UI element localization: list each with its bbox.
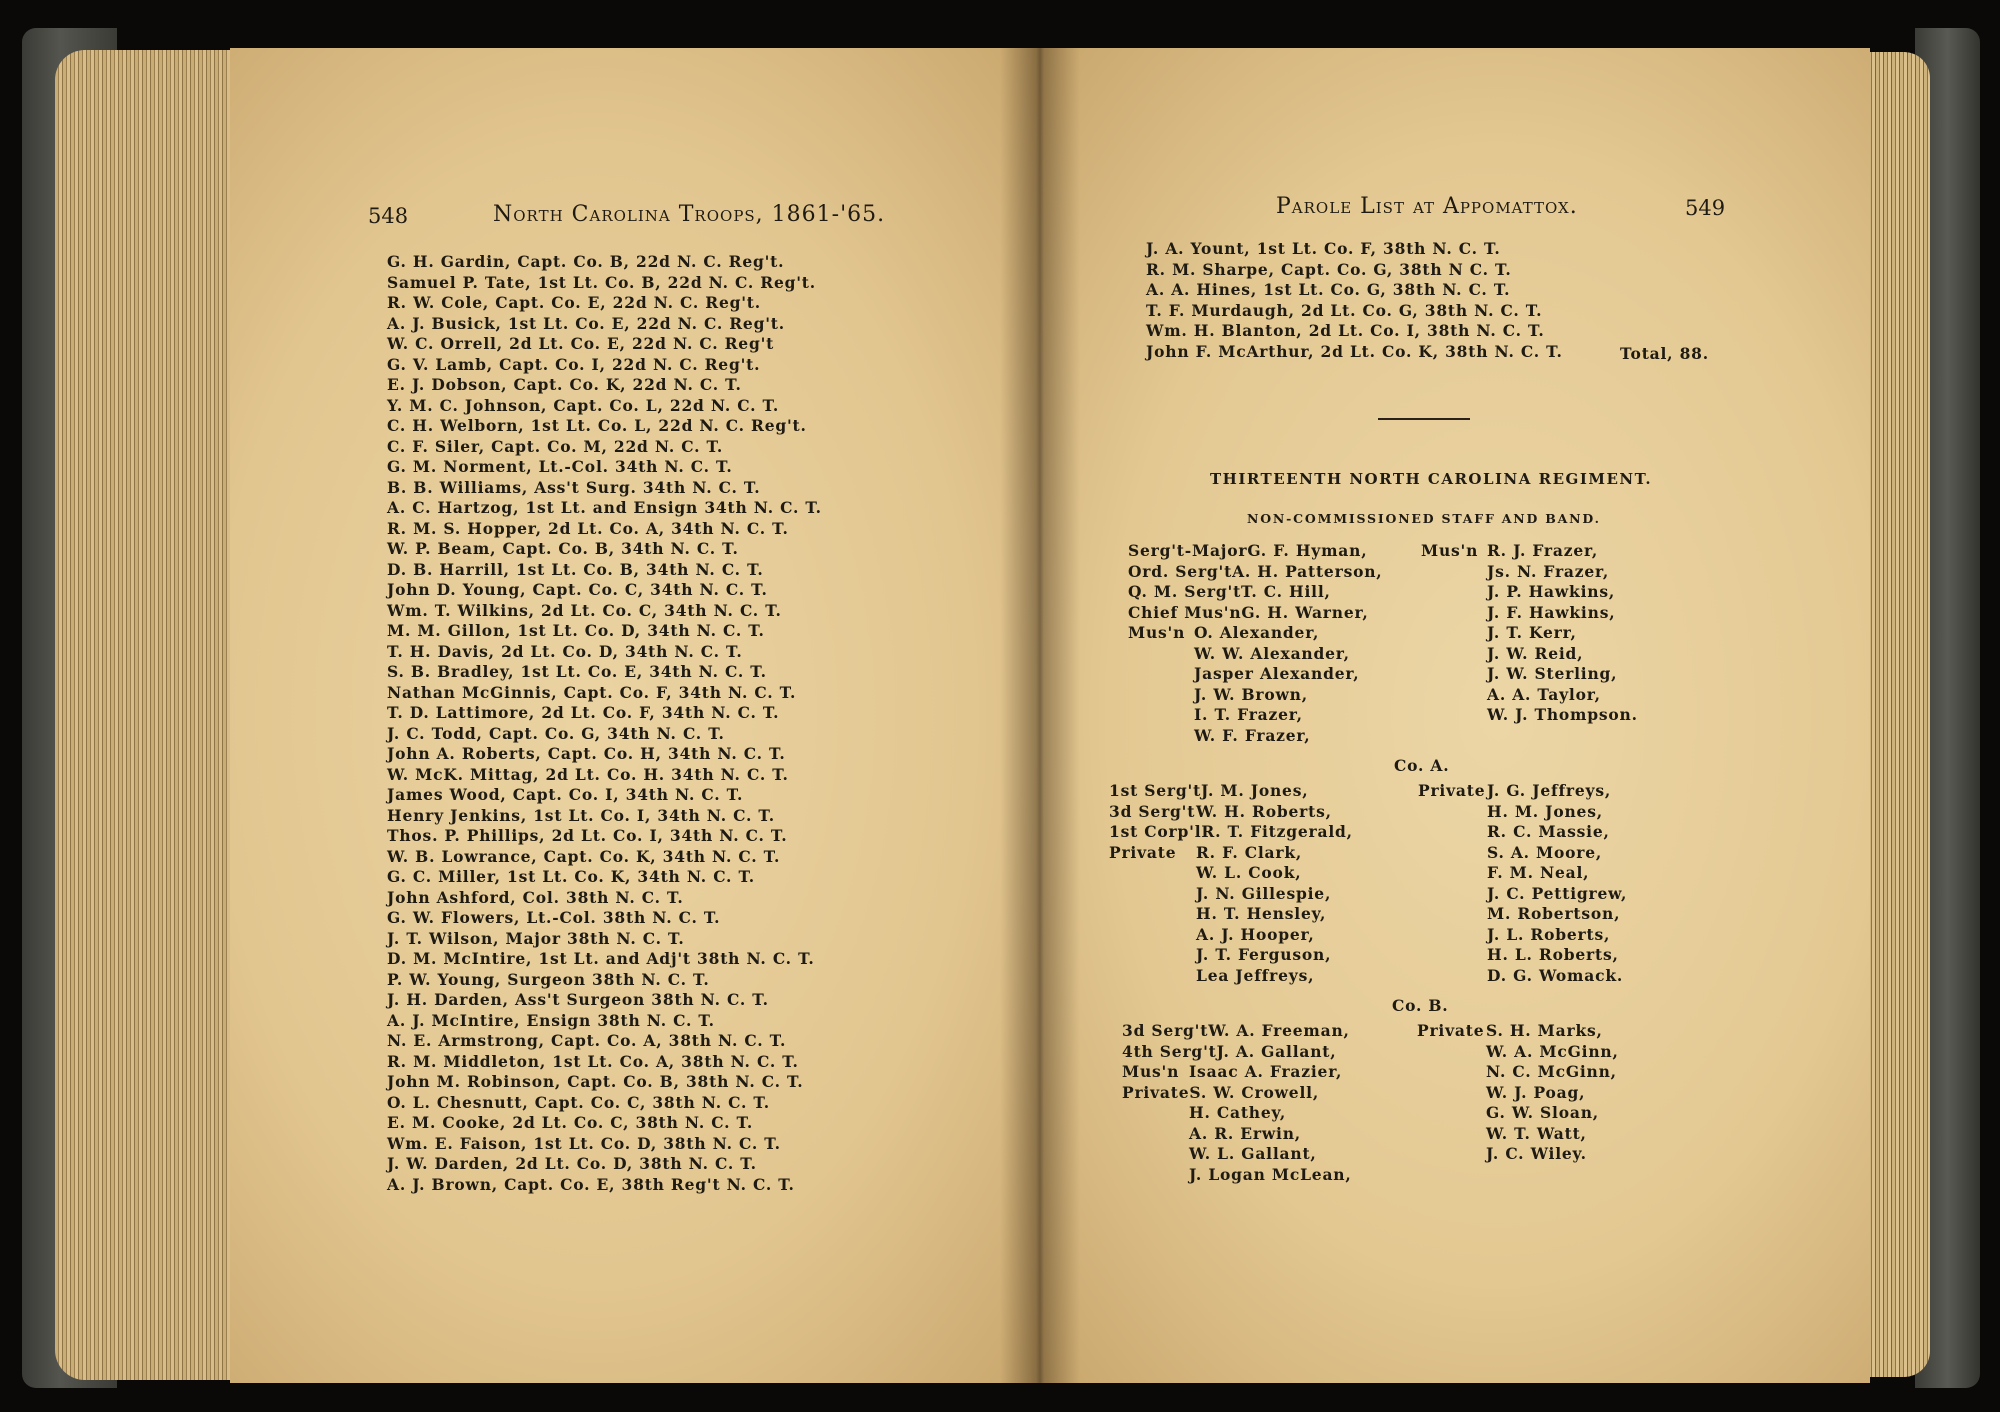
soldier-name: W. F. Frazer, [1194, 725, 1311, 745]
soldier-name: N. C. McGinn, [1486, 1062, 1617, 1081]
rank [1122, 1144, 1189, 1165]
soldier-name: A. R. Erwin, [1189, 1123, 1301, 1143]
list-item: S. B. Bradley, 1st Lt. Co. E, 34th N. C. T. [387, 662, 767, 681]
list-item: John F. McArthur, 2d Lt. Co. K, 38th N. C. T. [1146, 341, 1563, 361]
soldier-name: G. H. Warner, [1241, 602, 1369, 622]
soldier-name: I. T. Frazer, [1194, 705, 1303, 724]
soldier-name: J. A. Gallant, [1216, 1041, 1337, 1061]
roster-row [1128, 623, 1383, 644]
soldier-name: H. M. Jones, [1487, 801, 1603, 821]
roster-row [1418, 966, 1627, 987]
rank [1421, 582, 1487, 603]
soldier-name: Lea Jeffreys, [1196, 965, 1315, 985]
roster-row [1109, 863, 1353, 884]
soldier-name: J. T. Kerr, [1487, 623, 1577, 642]
roster-row [1418, 843, 1627, 864]
list-item: E. M. Cooke, 2d Lt. Co. C, 38th N. C. T. [387, 1113, 754, 1132]
roster-row [1418, 863, 1627, 884]
roster-row [1417, 1042, 1619, 1063]
co-a-heading: Co. A. [1394, 756, 1450, 775]
roster-row [1421, 623, 1638, 644]
list-item: W. B. Lowrance, Capt. Co. K, 34th N. C. T. [387, 846, 781, 866]
roster-row [1418, 945, 1627, 966]
soldier-name: J. W. Sterling, [1487, 664, 1618, 683]
roster-row [1109, 945, 1353, 966]
rank: Private [1417, 1021, 1485, 1040]
list-item: B. B. Williams, Ass't Surg. 34th N. C. T. [387, 477, 761, 497]
roster-row [1128, 562, 1383, 583]
roster-row [1421, 685, 1638, 706]
rank: Private [1109, 842, 1177, 862]
rank [1421, 562, 1487, 583]
book-gutter [1000, 48, 1080, 1383]
soldier-name: T. C. Hill, [1241, 582, 1331, 601]
roster-row [1109, 822, 1353, 843]
roster-row [1128, 644, 1383, 665]
roster-row [1128, 726, 1383, 747]
rank: Mus'n [1122, 1062, 1180, 1081]
list-item: D. B. Harrill, 1st Lt. Co. B, 34th N. C. T. [387, 559, 764, 579]
rank [1109, 863, 1196, 884]
soldier-name: R. F. Clark, [1196, 842, 1303, 862]
rank [1417, 1042, 1486, 1063]
list-item: T. D. Lattimore, 2d Lt. Co. F, 34th N. C. T. [387, 703, 780, 722]
rank: Ord. Serg't [1128, 561, 1233, 581]
staff-heading: NON-COMMISSIONED STAFF AND BAND. [1247, 511, 1601, 526]
soldier-name: J. N. Gillespie, [1196, 883, 1332, 903]
right-running-head: Parole List at Appomattox. [1276, 194, 1578, 219]
rank [1128, 705, 1194, 726]
rank [1418, 863, 1487, 884]
list-item: W. C. Orrell, 2d Lt. Co. E, 22d N. C. Reg't [387, 334, 775, 353]
roster-row [1421, 664, 1638, 685]
rank [1109, 966, 1196, 987]
rank [1421, 623, 1487, 644]
rank: Chief Mus'n [1128, 602, 1242, 622]
list-item: J. A. Yount, 1st Lt. Co. F, 38th N. C. T. [1146, 239, 1501, 258]
roster-row [1122, 1042, 1352, 1063]
roster-row [1417, 1124, 1619, 1145]
rank [1122, 1124, 1189, 1145]
left-entry-list [387, 252, 822, 1195]
rank [1128, 685, 1194, 706]
rank [1128, 644, 1194, 665]
roster-row [1417, 1021, 1619, 1042]
list-item: J. W. Darden, 2d Lt. Co. D, 38th N. C. T. [387, 1154, 757, 1173]
left-running-head: North Carolina Troops, 1861-'65. [493, 202, 886, 227]
soldier-name: W. W. Alexander, [1194, 643, 1350, 663]
soldier-name: Isaac A. Frazier, [1189, 1062, 1343, 1081]
soldier-name: J. L. Roberts, [1487, 924, 1611, 944]
roster-row [1109, 781, 1353, 802]
roster-row [1421, 562, 1638, 583]
soldier-name: S. H. Marks, [1486, 1021, 1603, 1040]
list-item: Wm. E. Faison, 1st Lt. Co. D, 38th N. C. T. [387, 1133, 781, 1153]
list-item: W. P. Beam, Capt. Co. B, 34th N. C. T. [387, 539, 739, 558]
soldier-name: W. A. Freeman, [1208, 1021, 1350, 1040]
list-item: R. M. Middleton, 1st Lt. Co. A, 38th N. C. T. [387, 1051, 799, 1071]
soldier-name: H. Cathey, [1189, 1103, 1287, 1122]
rank [1417, 1083, 1486, 1104]
rank [1109, 884, 1196, 905]
rank [1417, 1144, 1486, 1165]
soldier-name: J. W. Reid, [1487, 643, 1584, 663]
roster-row [1122, 1083, 1352, 1104]
rank [1128, 726, 1194, 747]
roster-row [1418, 781, 1627, 802]
rank: 4th Serg't [1122, 1041, 1217, 1061]
soldier-name: J. M. Jones, [1201, 781, 1309, 800]
roster-row [1109, 802, 1353, 823]
soldier-name: W. H. Roberts, [1196, 801, 1332, 821]
soldier-name: S. W. Crowell, [1189, 1082, 1320, 1102]
rank: Mus'n [1128, 623, 1186, 642]
soldier-name: J. Logan McLean, [1189, 1164, 1352, 1184]
rank [1418, 966, 1487, 987]
list-item: J. C. Todd, Capt. Co. G, 34th N. C. T. [387, 723, 725, 743]
list-item: G. W. Flowers, Lt.-Col. 38th N. C. T. [387, 908, 721, 927]
soldier-name: A. H. Patterson, [1232, 561, 1383, 581]
roster-row [1421, 582, 1638, 603]
rank: 3d Serg't [1122, 1021, 1209, 1040]
regiment-heading: THIRTEENTH NORTH CAROLINA REGIMENT. [1210, 470, 1653, 488]
roster-row [1122, 1103, 1352, 1124]
rank [1122, 1165, 1189, 1186]
soldier-name: J. T. Ferguson, [1196, 945, 1332, 964]
total-count: Total, 88. [1620, 344, 1709, 363]
soldier-name: W. T. Watt, [1486, 1123, 1587, 1143]
soldier-name: W. J. Thompson. [1487, 705, 1638, 724]
rank [1421, 644, 1487, 665]
list-item: A. A. Hines, 1st Lt. Co. G, 38th N. C. T. [1146, 280, 1511, 299]
roster-row [1421, 603, 1638, 624]
rank [1418, 945, 1487, 966]
soldier-name: J. C. Wiley. [1486, 1144, 1587, 1163]
page-edges-right [1860, 52, 1930, 1377]
soldier-name: F. M. Neal, [1487, 863, 1590, 882]
roster-row [1128, 685, 1383, 706]
roster-row [1122, 1062, 1352, 1083]
roster-row [1417, 1083, 1619, 1104]
co-b-heading: Co. B. [1392, 996, 1449, 1015]
soldier-name: G. W. Sloan, [1486, 1103, 1599, 1122]
rank: 3d Serg't [1109, 801, 1196, 821]
roster-row [1417, 1144, 1619, 1165]
list-item: D. M. McIntire, 1st Lt. and Adj't 38th N. C. T. [387, 949, 815, 968]
list-item: G. V. Lamb, Capt. Co. I, 22d N. C. Reg't. [387, 354, 761, 374]
list-item: C. H. Welborn, 1st Lt. Co. L, 22d N. C. Reg't. [387, 416, 807, 435]
soldier-name: R. J. Frazer, [1487, 541, 1599, 560]
roster-row [1109, 925, 1353, 946]
rank [1417, 1062, 1486, 1083]
list-item: O. L. Chesnutt, Capt. Co. C, 38th N. C. T. [387, 1092, 770, 1112]
roster-row [1418, 802, 1627, 823]
list-item: John D. Young, Capt. Co. C, 34th N. C. T. [387, 580, 768, 599]
soldier-name: W. L. Gallant, [1189, 1144, 1317, 1163]
list-item: E. J. Dobson, Capt. Co. K, 22d N. C. T. [387, 375, 742, 394]
rank [1418, 884, 1487, 905]
list-item: Y. M. C. Johnson, Capt. Co. L, 22d N. C. T. [387, 395, 780, 415]
list-item: T. F. Murdaugh, 2d Lt. Co. G, 38th N. C. T. [1146, 300, 1543, 320]
rank: Private [1418, 781, 1486, 800]
soldier-name: W. A. McGinn, [1486, 1041, 1619, 1061]
soldier-name: D. G. Womack. [1487, 965, 1624, 985]
list-item: G. H. Gardin, Capt. Co. B, 22d N. C. Reg't. [387, 252, 785, 271]
list-item: W. McK. Mittag, 2d Lt. Co. H. 34th N. C. T. [387, 764, 789, 784]
rank [1417, 1103, 1486, 1124]
rank [1417, 1124, 1486, 1145]
list-item: R. M. S. Hopper, 2d Lt. Co. A, 34th N. C. T. [387, 518, 789, 538]
soldier-name: R. C. Massie, [1487, 822, 1610, 841]
list-item: John Ashford, Col. 38th N. C. T. [387, 887, 684, 907]
rank [1421, 685, 1487, 706]
list-item: C. F. Siler, Capt. Co. M, 22d N. C. T. [387, 436, 724, 456]
list-item: Samuel P. Tate, 1st Lt. Co. B, 22d N. C. Reg't. [387, 272, 816, 292]
soldier-name: Jasper Alexander, [1194, 664, 1360, 683]
co-a-right-column [1418, 781, 1627, 986]
page-edges-left [55, 50, 240, 1380]
rank: Serg't-Major [1128, 541, 1248, 560]
roster-row [1418, 822, 1627, 843]
roster-row [1128, 664, 1383, 685]
rank [1421, 664, 1487, 685]
list-item: A. J. Brown, Capt. Co. E, 38th Reg't N. C. T. [387, 1174, 795, 1194]
rank [1418, 802, 1487, 823]
roster-row [1109, 904, 1353, 925]
list-item: A. J. McIntire, Ensign 38th N. C. T. [387, 1010, 715, 1030]
soldier-name: J. F. Hawkins, [1487, 602, 1616, 622]
roster-row [1122, 1144, 1352, 1165]
list-item: Henry Jenkins, 1st Lt. Co. I, 34th N. C. T. [387, 805, 775, 825]
roster-row [1128, 582, 1383, 603]
rank: 1st Corp'l [1109, 822, 1202, 841]
rank [1421, 705, 1487, 726]
soldier-name: J. G. Jeffreys, [1487, 781, 1612, 800]
roster-row [1421, 644, 1638, 665]
list-item: M. M. Gillon, 1st Lt. Co. D, 34th N. C. T. [387, 621, 765, 640]
soldier-name: J. P. Hawkins, [1487, 582, 1616, 601]
list-item: P. W. Young, Surgeon 38th N. C. T. [387, 969, 710, 989]
left-page-number: 548 [368, 204, 409, 228]
roster-row [1109, 843, 1353, 864]
rank [1109, 945, 1196, 966]
roster-row [1122, 1124, 1352, 1145]
rank: Q. M. Serg't [1128, 582, 1242, 601]
roster-row [1128, 705, 1383, 726]
roster-row [1128, 603, 1383, 624]
rank [1418, 925, 1487, 946]
list-item: R. M. Sharpe, Capt. Co. G, 38th N C. T. [1146, 259, 1512, 279]
roster-row [1109, 884, 1353, 905]
rank [1418, 904, 1487, 925]
list-item: Wm. T. Wilkins, 2d Lt. Co. C, 34th N. C. T. [387, 600, 782, 620]
rank [1122, 1103, 1189, 1124]
soldier-name: J. C. Pettigrew, [1487, 883, 1628, 903]
soldier-name: H. L. Roberts, [1487, 945, 1619, 964]
list-item: John M. Robinson, Capt. Co. B, 38th N. C. T. [387, 1072, 804, 1091]
co-b-right-column [1417, 1021, 1619, 1165]
staff-right-column [1421, 541, 1638, 726]
soldier-name: A. A. Taylor, [1487, 684, 1601, 704]
co-b-left-column [1122, 1021, 1352, 1185]
roster-row [1418, 884, 1627, 905]
list-item: A. J. Busick, 1st Lt. Co. E, 22d N. C. Reg't. [387, 313, 785, 333]
list-item: G. C. Miller, 1st Lt. Co. K, 34th N. C. T. [387, 867, 755, 886]
rank [1109, 904, 1196, 925]
soldier-name: Js. N. Frazer, [1487, 561, 1610, 581]
list-item: T. H. Davis, 2d Lt. Co. D, 34th N. C. T. [387, 641, 743, 661]
rank [1421, 603, 1487, 624]
roster-row [1417, 1062, 1619, 1083]
list-item: Nathan McGinnis, Capt. Co. F, 34th N. C. T. [387, 682, 797, 702]
co-a-left-column [1109, 781, 1353, 986]
list-item: G. M. Norment, Lt.-Col. 34th N. C. T. [387, 457, 733, 476]
roster-row [1421, 541, 1638, 562]
right-top-entries [1146, 239, 1563, 362]
roster-row [1417, 1103, 1619, 1124]
list-item: A. C. Hartzog, 1st Lt. and Ensign 34th N. C. T. [387, 498, 822, 517]
soldier-name: O. Alexander, [1194, 623, 1320, 642]
soldier-name: R. T. Fitzgerald, [1201, 822, 1353, 841]
roster-row [1109, 966, 1353, 987]
list-item: N. E. Armstrong, Capt. Co. A, 38th N. C. T. [387, 1031, 787, 1050]
rank: 1st Serg't [1109, 781, 1202, 800]
list-item: Wm. H. Blanton, 2d Lt. Co. I, 38th N. C. T. [1146, 321, 1545, 340]
roster-row [1418, 925, 1627, 946]
right-page-number: 549 [1685, 196, 1726, 220]
soldier-name: J. W. Brown, [1194, 684, 1308, 704]
list-item: John A. Roberts, Capt. Co. H, 34th N. C. T. [387, 744, 786, 763]
soldier-name: M. Robertson, [1487, 904, 1621, 923]
section-rule [1378, 418, 1470, 420]
soldier-name: S. A. Moore, [1487, 842, 1603, 862]
rank: Mus'n [1421, 541, 1479, 560]
roster-row [1122, 1165, 1352, 1186]
roster-row [1128, 541, 1383, 562]
soldier-name: H. T. Hensley, [1196, 904, 1327, 923]
soldier-name: A. J. Hooper, [1196, 924, 1315, 944]
rank [1418, 822, 1487, 843]
roster-row [1122, 1021, 1352, 1042]
soldier-name: W. L. Cook, [1196, 863, 1302, 882]
list-item: James Wood, Capt. Co. I, 34th N. C. T. [387, 785, 744, 804]
rank [1418, 843, 1487, 864]
list-item: J. T. Wilson, Major 38th N. C. T. [387, 928, 685, 948]
roster-row [1418, 904, 1627, 925]
list-item: Thos. P. Phillips, 2d Lt. Co. I, 34th N. C. T. [387, 826, 788, 845]
roster-row [1421, 705, 1638, 726]
soldier-name: W. J. Poag, [1486, 1082, 1586, 1102]
list-item: R. W. Cole, Capt. Co. E, 22d N. C. Reg't. [387, 293, 761, 312]
rank [1109, 925, 1196, 946]
staff-left-column [1128, 541, 1383, 746]
rank [1128, 664, 1194, 685]
soldier-name: G. F. Hyman, [1247, 541, 1368, 560]
rank: Private [1122, 1082, 1190, 1102]
list-item: J. H. Darden, Ass't Surgeon 38th N. C. T. [387, 990, 769, 1009]
